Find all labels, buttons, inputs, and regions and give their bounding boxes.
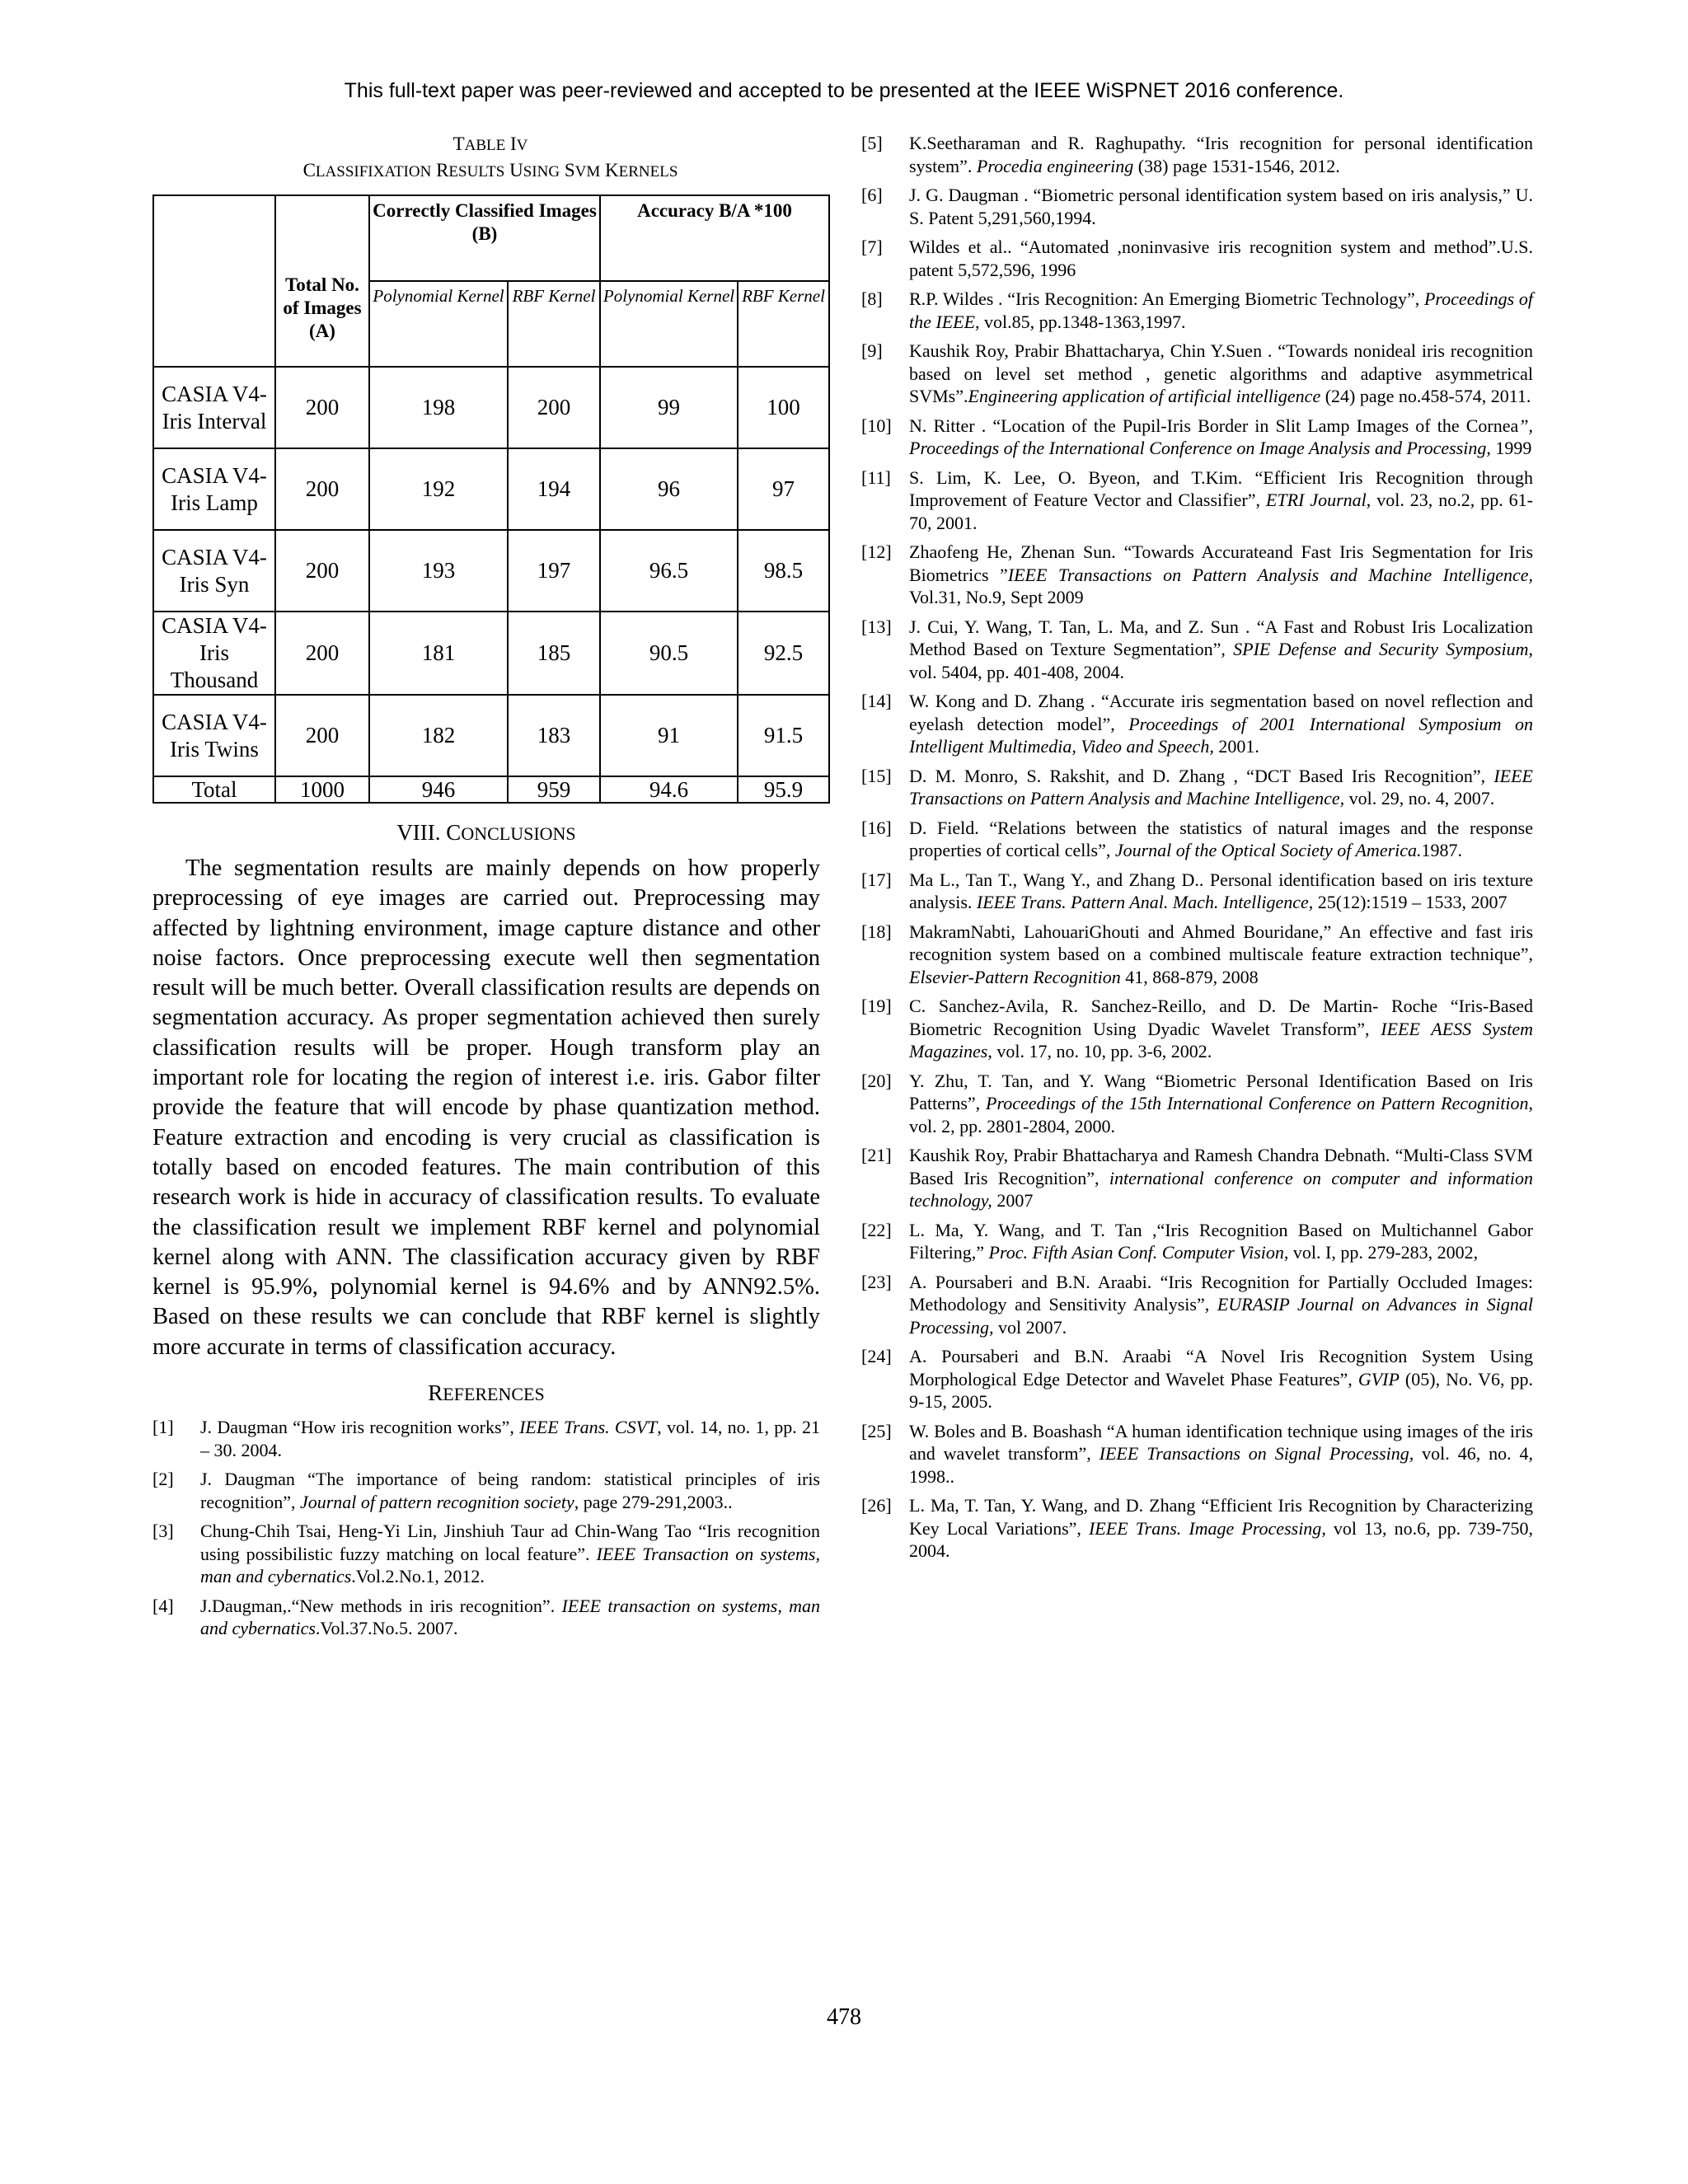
- accuracy-poly-cell: 91: [600, 695, 738, 776]
- reference-item: [861, 869, 1533, 914]
- reference-item: [861, 1345, 1533, 1413]
- polynomial-kernel-header: Polynomial Kernel: [369, 281, 508, 367]
- reference-text: J.Daugman,.“New methods in iris recognition”. IEEE transaction on systems, man and cybernatics.Vol.37.No.5. 2007.: [200, 1595, 820, 1639]
- reference-number: [2]: [152, 1469, 174, 1490]
- reference-item: [861, 995, 1533, 1063]
- accuracy-poly-cell: 94.6: [600, 776, 738, 803]
- table-total-row: [153, 776, 829, 803]
- table-label: TABLE IV: [452, 134, 528, 154]
- reference-text: W. Boles and B. Boashash “A human identification technique using images of the iris and wavelet transform”, IEEE Transactions on Signal Processing, vol. 46, no. 4, 1998..: [909, 1420, 1533, 1487]
- reference-number: [7]: [861, 237, 883, 257]
- left-column: [152, 132, 825, 1647]
- correctly-classified-header: Correctly Classified Images (B): [369, 195, 600, 281]
- reference-text: Kaushik Roy, Prabir Bhattacharya, Chin Y.Suen . “Towards nonideal iris recognition based on level set method , genetic algorithms and adaptive asymmetrical SVMs”.Engineering application of artificial intelligence (24) page no.458-574, 2011.: [909, 340, 1533, 406]
- reference-item: [152, 1520, 820, 1588]
- table-caption: [152, 132, 828, 185]
- reference-text: A. Poursaberi and B.N. Araabi “A Novel Iris Recognition System Using Morphological Edge Detector and Wavelet Phase Features”, GVIP (05), No. V6, pp. 9-15, 2005.: [909, 1346, 1533, 1412]
- reference-item: [861, 340, 1533, 408]
- reference-text: R.P. Wildes . “Iris Recognition: An Emerging Biometric Technology”, Proceedings of the IEEE, vol.85, pp.1348-1363,1997.: [909, 288, 1534, 332]
- reference-number: [23]: [861, 1271, 892, 1292]
- polynomial-kernel-header: Polynomial Kernel: [600, 281, 738, 367]
- results-table: [152, 194, 830, 804]
- reference-text: Kaushik Roy, Prabir Bhattacharya and Ramesh Chandra Debnath. “Multi-Class SVM Based Iris Recognition”, international conference on computer and information technology, 2007: [909, 1145, 1533, 1211]
- reference-item: [861, 765, 1533, 810]
- reference-item: [152, 1416, 820, 1461]
- reference-number: [14]: [861, 691, 892, 711]
- reference-number: [6]: [861, 185, 883, 205]
- reference-number: [20]: [861, 1070, 892, 1091]
- reference-text: W. Kong and D. Zhang . “Accurate iris segmentation based on novel reflection and eyelash detection model”, Proceedings of 2001 International Symposium on Intelligent Multimedia, Video and Speech, 2001.: [909, 691, 1533, 757]
- reference-text: J. Daugman “The importance of being random: statistical principles of iris recognition”, Journal of pattern recognition society, page 279-291,2003..: [200, 1469, 820, 1512]
- reference-text: Zhaofeng He, Zhenan Sun. “Towards Accurateand Fast Iris Segmentation for Iris Biometrics ”IEEE Transactions on Pattern Analysis and Machine Intelligence, Vol.31, No.9, Sept 2009: [909, 541, 1533, 607]
- total-label-cell: Total: [153, 776, 275, 803]
- total-cell: 200: [275, 695, 369, 776]
- total-images-header: Total No. of Images (A): [275, 195, 369, 367]
- reference-item: [861, 690, 1533, 758]
- reference-number: [10]: [861, 415, 892, 436]
- conclusions-heading: [152, 820, 820, 846]
- reference-number: [22]: [861, 1219, 892, 1240]
- reference-text: N. Ritter . “Location of the Pupil-Iris Border in Slit Lamp Images of the Cornea”, Proceedings of the International Conference on Image Analysis and Processing, 1999: [909, 415, 1533, 458]
- section-number: VIII.: [396, 820, 441, 845]
- reference-number: [25]: [861, 1420, 892, 1441]
- reference-item: [861, 921, 1533, 989]
- reference-item: [861, 1070, 1533, 1138]
- reference-item: [861, 1420, 1533, 1488]
- reference-number: [4]: [152, 1595, 174, 1616]
- reference-number: [24]: [861, 1346, 892, 1366]
- correct-poly-cell: 193: [369, 530, 508, 612]
- reference-item: [861, 616, 1533, 684]
- reference-number: [8]: [861, 288, 883, 309]
- accuracy-header: Accuracy B/A *100: [600, 195, 829, 281]
- reference-text: A. Poursaberi and B.N. Araabi. “Iris Recognition for Partially Occluded Images: Methodology and Sensitivity Analysis”, EURASIP Journal on Advances in Signal Processing, vol 2007.: [909, 1271, 1533, 1338]
- accuracy-poly-cell: 96.5: [600, 530, 738, 612]
- dataset-cell: CASIA V4- Iris Twins: [153, 695, 275, 776]
- total-cell: 200: [275, 530, 369, 612]
- correct-rbf-cell: 197: [508, 530, 600, 612]
- accuracy-rbf-cell: 97: [738, 448, 829, 530]
- references-list-left: [152, 1416, 820, 1640]
- reference-item: [861, 415, 1533, 460]
- accuracy-rbf-cell: 95.9: [738, 776, 829, 803]
- reference-number: [5]: [861, 133, 883, 153]
- reference-number: [1]: [152, 1417, 174, 1438]
- reference-number: [21]: [861, 1145, 892, 1165]
- reference-item: [861, 184, 1533, 229]
- reference-text: L. Ma, T. Tan, Y. Wang, and D. Zhang “Efficient Iris Recognition by Characterizing Key Local Variations”, IEEE Trans. Image Processing, vol 13, no.6, pp. 739-750, 2004.: [909, 1495, 1533, 1561]
- dataset-cell: CASIA V4- Iris Lamp: [153, 448, 275, 530]
- accuracy-rbf-cell: 100: [738, 367, 829, 448]
- table-row: [153, 448, 829, 530]
- reference-text: C. Sanchez-Avila, R. Sanchez-Reillo, and D. De Martin- Roche “Iris-Based Biometric Recognition Using Dyadic Wavelet Transform”, IEEE AESS System Magazines, vol. 17, no. 10, pp. 3-6, 2002.: [909, 996, 1534, 1062]
- reference-number: [16]: [861, 817, 892, 838]
- dataset-cell: CASIA V4- Iris Syn: [153, 530, 275, 612]
- reference-number: [19]: [861, 996, 892, 1016]
- reference-number: [26]: [861, 1495, 892, 1516]
- rbf-kernel-header: RBF Kernel: [508, 281, 600, 367]
- reference-text: Y. Zhu, T. Tan, and Y. Wang “Biometric Personal Identification Based on Iris Patterns”, Proceedings of the 15th International Conference on Pattern Recognition, vol. 2, pp. 2801-2804, 2000.: [909, 1070, 1533, 1137]
- reference-text: Ma L., Tan T., Wang Y., and Zhang D.. Personal identification based on iris texture analysis. IEEE Trans. Pattern Anal. Mach. Intelligence, 25(12):1519 – 1533, 2007: [909, 869, 1533, 912]
- reference-number: [17]: [861, 869, 892, 890]
- conclusions-paragraph: The segmentation results are mainly depends on how properly preprocessing of eye images are carried out. Preprocessing may affected by lightning environment, image capture distance and other noise factors. Once preprocessing execute well then segmentation result will be much better. Overall classification results are depends on segmentation accuracy. As proper segmentation achieved then surely classification results will be proper. Hough transform play an important role for locating the region of interest i.e. iris. Gabor filter provide the feature that will encode by phase quantization method. Feature extraction and encoding is very crucial as classification is totally based on encoded features. The main contribution of this research work is hide in accuracy of classification results. To evaluate the classification result we implement RBF kernel and polynomial kernel along with ANN. The classification accuracy given by RBF kernel is 95.9%, polynomial kernel is 94.6% and by ANN92.5%. Based on these results we can conclude that RBF kernel is slightly more accurate in terms of classification accuracy.: [152, 855, 820, 1360]
- reference-item: [861, 132, 1533, 177]
- correct-poly-cell: 182: [369, 695, 508, 776]
- reference-item: [861, 1144, 1533, 1212]
- rbf-kernel-header: RBF Kernel: [738, 281, 829, 367]
- total-cell: 1000: [275, 776, 369, 803]
- correct-rbf-cell: 185: [508, 612, 600, 695]
- reference-item: [152, 1595, 820, 1640]
- reference-number: [9]: [861, 340, 883, 361]
- reference-number: [18]: [861, 921, 892, 942]
- reference-item: [861, 1219, 1533, 1264]
- accuracy-rbf-cell: 91.5: [738, 695, 829, 776]
- table-row: [153, 612, 829, 695]
- dataset-cell: CASIA V4- Iris Thousand: [153, 612, 275, 695]
- reference-item: [861, 1271, 1533, 1339]
- dataset-cell: CASIA V4- Iris Interval: [153, 367, 275, 448]
- reference-text: D. Field. “Relations between the statistics of natural images and the response properties of cortical cells”, Journal of the Optical Society of America.1987.: [909, 817, 1533, 860]
- correct-rbf-cell: 959: [508, 776, 600, 803]
- reference-number: [11]: [861, 466, 891, 488]
- reference-item: [861, 1494, 1533, 1563]
- total-cell: 200: [275, 367, 369, 448]
- accuracy-poly-cell: 96: [600, 448, 738, 530]
- section-title: CONCLUSIONS: [446, 820, 576, 845]
- reference-text: L. Ma, Y. Wang, and T. Tan ,“Iris Recognition Based on Multichannel Gabor Filtering,” Proc. Fifth Asian Conf. Computer Vision, vol. I, pp. 279-283, 2002,: [909, 1219, 1533, 1263]
- accuracy-rbf-cell: 98.5: [738, 530, 829, 612]
- reference-text: MakramNabti, LahouariGhouti and Ahmed Bouridane,” An effective and fast iris recognition system based on a combined multiscale feature extraction technique”, Elsevier-Pattern Recognition 41, 868-879, 2008: [909, 921, 1533, 987]
- reference-text: D. M. Monro, S. Rakshit, and D. Zhang , “DCT Based Iris Recognition”, IEEE Transactions on Pattern Analysis and Machine Intelligence, vol. 29, no. 4, 2007.: [909, 765, 1533, 808]
- correct-rbf-cell: 183: [508, 695, 600, 776]
- total-cell: 200: [275, 612, 369, 695]
- reference-number: [3]: [152, 1521, 174, 1542]
- reference-text: Chung-Chih Tsai, Heng-Yi Lin, Jinshiuh Taur ad Chin-Wang Tao “Iris recognition using possibilistic fuzzy matching on local feature”. IEEE Transaction on systems, man and cybernatics.Vol.2.No.1, 2012.: [200, 1521, 820, 1587]
- reference-number: [15]: [861, 765, 892, 786]
- references-list-right: [861, 132, 1533, 1563]
- reference-number: [12]: [861, 541, 892, 562]
- correct-poly-cell: 181: [369, 612, 508, 695]
- correct-poly-cell: 192: [369, 448, 508, 530]
- right-column: [861, 132, 1533, 1569]
- correct-poly-cell: 946: [369, 776, 508, 803]
- reference-item: [861, 541, 1533, 609]
- correct-rbf-cell: 200: [508, 367, 600, 448]
- reference-item: [861, 817, 1533, 862]
- total-cell: 200: [275, 448, 369, 530]
- reference-text: Wildes et al.. “Automated ,noninvasive iris recognition system and method”.U.S. patent 5,572,596, 1996: [909, 237, 1533, 280]
- page-number: 478: [827, 2004, 861, 2030]
- accuracy-rbf-cell: 92.5: [738, 612, 829, 695]
- reference-text: J. G. Daugman . “Biometric personal identification system based on iris analysis,” U. S. Patent 5,291,560,1994.: [909, 185, 1533, 228]
- reference-item: [861, 466, 1533, 535]
- table-row: [153, 530, 829, 612]
- reference-item: [152, 1468, 820, 1513]
- table-title: CLASSIFIXATION RESULTS USING SVM KERNELS: [302, 160, 678, 180]
- table-row: [153, 695, 829, 776]
- references-heading: REFERENCES: [428, 1380, 545, 1406]
- reference-text: S. Lim, K. Lee, O. Byeon, and T.Kim. “Efficient Iris Recognition through Improvement of Feature Vector and Classifier”, ETRI Journal, vol. 23, no.2, pp. 61-70, 2001.: [909, 466, 1533, 533]
- reference-text: J. Daugman “How iris recognition works”, IEEE Trans. CSVT, vol. 14, no. 1, pp. 21 – 30. 2004.: [200, 1417, 820, 1460]
- correct-poly-cell: 198: [369, 367, 508, 448]
- reference-number: [13]: [861, 616, 892, 637]
- correct-rbf-cell: 194: [508, 448, 600, 530]
- table-row: [153, 367, 829, 448]
- conference-banner: This full-text paper was peer-reviewed and accepted to be presented at the IEEE WiSPNET 2016 conference.: [344, 79, 1344, 102]
- reference-item: [861, 236, 1533, 281]
- reference-text: J. Cui, Y. Wang, T. Tan, L. Ma, and Z. Sun . “A Fast and Robust Iris Localization Method Based on Texture Segmentation”, SPIE Defense and Security Symposium, vol. 5404, pp. 401-408, 2004.: [909, 616, 1533, 682]
- reference-item: [861, 288, 1533, 333]
- accuracy-poly-cell: 90.5: [600, 612, 738, 695]
- accuracy-poly-cell: 99: [600, 367, 738, 448]
- dataset-header-cell: [153, 195, 275, 367]
- reference-text: K.Seetharaman and R. Raghupathy. “Iris recognition for personal identification system”. Procedia engineering (38) page 1531-1546, 2012.: [909, 133, 1533, 176]
